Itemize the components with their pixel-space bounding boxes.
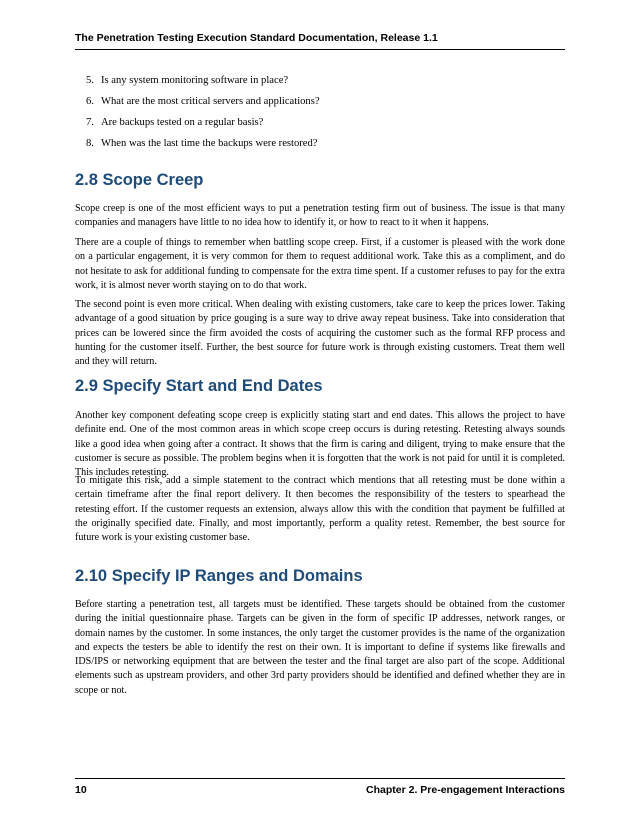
list-item [86, 74, 320, 95]
list-item-text: Is any system monitoring software in place? [101, 75, 289, 86]
paragraph: Before starting a penetration test, all targets must be identified. These targets should be obtained from the customer during the initial questionnaire phase. Targets can be given in the form of specific IP addresses, network ranges, or domain names by the customer. In some instances, the only target the customer provides is the name of the organization and expects the testers be able to identify the rest on their own. It is important to define if systems like firewalls and IDS/IPS or networking equipment that are between the tester and the final target are also part of the scope. Additional elements such as upstream providers, and other 3rd party providers should be identified and defined whether they are in scope or not. [75, 599, 565, 696]
list-item [86, 116, 320, 137]
page-number: 10 [75, 784, 87, 796]
chapter-title: Chapter 2. Pre-engagement Interactions [366, 784, 565, 796]
paragraph: Another key component defeating scope creep is explicitly stating start and end dates. This allows the project to have definite end. One of the most common areas in which scope creep occurs is during retesting. Retesting always sounds like a good idea when going after a contract. It shows that the firm is caring and diligent, trying to make ensure that the customer is secure as possible. The problem begins when it is forgotten that the work is not paid for until it is completed. This includes retesting. [75, 410, 565, 479]
list-item [86, 95, 320, 116]
running-header: The Penetration Testing Execution Standard Documentation, Release 1.1 [75, 32, 565, 50]
paragraph: Scope creep is one of the most efficient ways to put a penetration testing firm out of business. The issue is that many companies and managers have little to no idea how to identify it, or how to react to it when it happens. [75, 203, 565, 229]
list-item-number: 5. [86, 75, 94, 86]
list-item-number: 8. [86, 138, 94, 149]
questionnaire-list [86, 74, 320, 158]
list-item-text: What are the most critical servers and applications? [101, 96, 320, 107]
section-heading-ip-ranges: 2.10 Specify IP Ranges and Domains [75, 567, 363, 585]
list-item-number: 7. [86, 117, 94, 128]
list-item-number: 6. [86, 96, 94, 107]
list-item [86, 137, 320, 158]
paragraph: There are a couple of things to remember when battling scope creep. First, if a customer is pleased with the work done on a particular engagement, it is very common for them to request additional work. Take this as a compliment, and do not hesitate to ask for additional funding to compensate for the extra time spent. If a customer refuses to pay for the extra work, it is almost never worth staying on to do that work. [75, 237, 565, 291]
section-heading-scope-creep: 2.8 Scope Creep [75, 171, 204, 189]
list-item-text: Are backups tested on a regular basis? [101, 117, 264, 128]
paragraph: To mitigate this risk, add a simple statement to the contract which mentions that all retesting must be done within a certain timeframe after the final report delivery. It then becomes the responsibility of the testers to spearhead the retesting effort. If the customer requests an extension, always allow this with the condition that payment be fulfilled at the originally specified date. Finally, and most importantly, perform a quality retest. Remember, the best source for future work is your existing customer base. [75, 475, 565, 544]
list-item-text: When was the last time the backups were restored? [101, 138, 318, 149]
section-heading-start-end-dates: 2.9 Specify Start and End Dates [75, 377, 323, 395]
running-footer [75, 778, 565, 796]
paragraph: The second point is even more critical. When dealing with existing customers, take care to keep the prices lower. Taking advantage of a good situation by price gouging is a sure way to drive away repeat business. Take into consideration that prices can be lowered since the firm avoided the costs of acquiring the customer such as the formal RFP process and hunting for the customer itself. Further, the best source for future work is through existing customers. Treat them well and they will return. [75, 299, 565, 368]
